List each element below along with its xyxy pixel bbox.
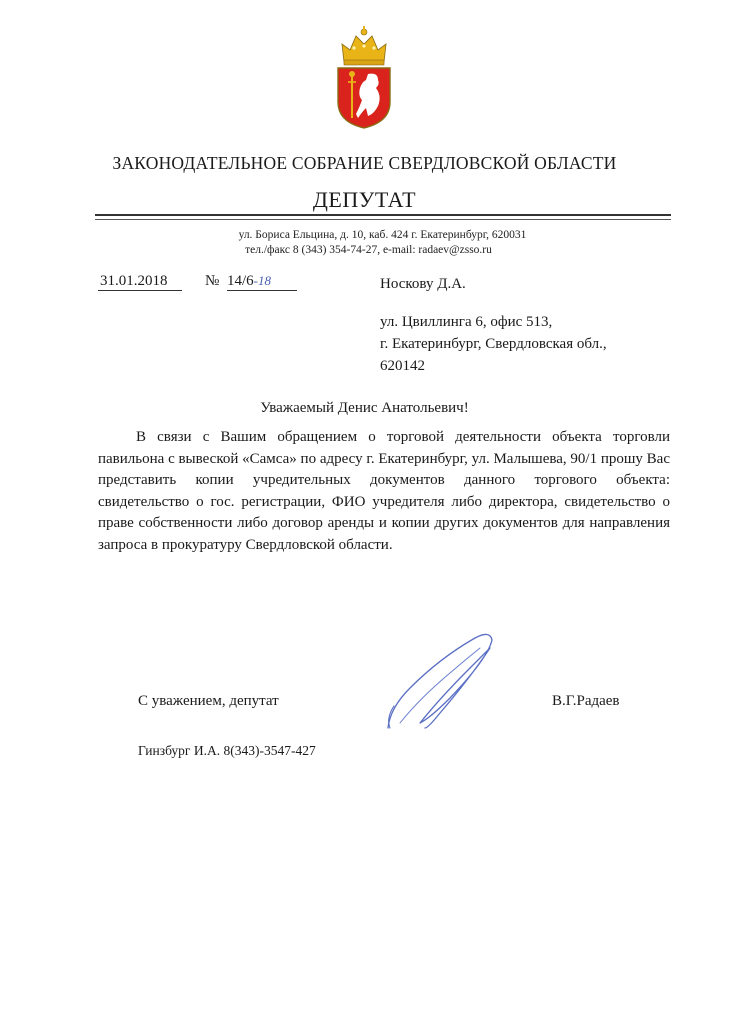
document-number: 14/6 bbox=[227, 273, 254, 289]
header-divider-thick bbox=[95, 214, 671, 216]
sender-address: ул. Бориса Ельцина, д. 10, каб. 424 г. Екатеринбург, 620031 bbox=[238, 229, 527, 241]
recipient-address-line: 620142 bbox=[380, 358, 425, 374]
recipient-name: Носкову Д.А. bbox=[380, 276, 466, 292]
recipient-address-line: г. Екатеринбург, Свердловская обл., bbox=[380, 336, 607, 352]
crown-icon bbox=[342, 26, 386, 65]
coat-of-arms-emblem bbox=[328, 22, 400, 130]
closing-phrase: С уважением, депутат bbox=[138, 693, 279, 709]
recipient-address-line: ул. Цвиллинга 6, офис 513, bbox=[380, 314, 553, 330]
signer-name: В.Г.Радаев bbox=[552, 693, 620, 709]
header-divider-thin bbox=[95, 219, 671, 220]
executor-contact: Гинзбург И.А. 8(343)-3547-427 bbox=[138, 743, 316, 758]
shield-icon bbox=[338, 68, 390, 128]
document-number-label: № bbox=[205, 273, 220, 289]
letter-body bbox=[98, 427, 670, 557]
document-number-handwritten: -18 bbox=[253, 273, 272, 288]
organization-name: ЗАКОНОДАТЕЛЬНОЕ СОБРАНИЕ СВЕРДЛОВСКОЙ ОБЛАСТИ bbox=[112, 153, 617, 173]
document-date: 31.01.2018 bbox=[98, 272, 182, 291]
document-heading: ДЕПУТАТ bbox=[312, 187, 417, 212]
body-paragraph: В связи с Вашим обращением о торговой деятельности объекта торговли павильона с вывеской «Самса» по адресу г. Екатеринбург, ул. Малышева, 90/1 прошу Вас представить копии учредительных документов данного торгового объекта: свидетельство о гос. регистрации, ФИО учредителя либо директора, свидетельство о праве собственности либо договор аренды и копии других документов для направления запроса в прокуратуру Свердловской области. bbox=[98, 429, 670, 553]
handwritten-signature bbox=[380, 628, 510, 738]
document-number-field bbox=[227, 272, 297, 291]
salutation: Уважаемый Денис Анатольевич! bbox=[260, 400, 469, 416]
sender-contacts: тел./факс 8 (343) 354-74-27, e-mail: radaev@zsso.ru bbox=[245, 244, 492, 256]
recipient-address bbox=[380, 311, 607, 377]
